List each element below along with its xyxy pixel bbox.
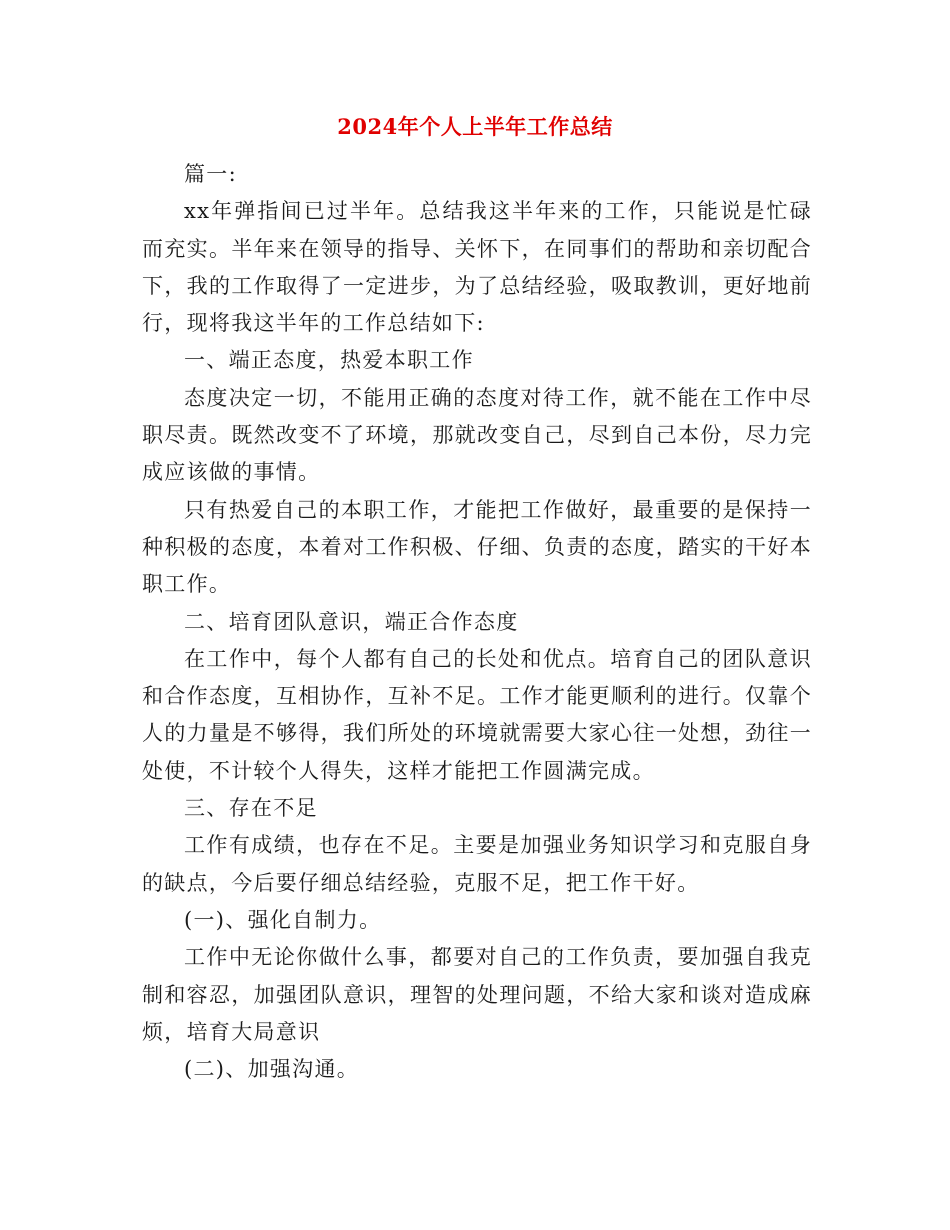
heading-teamwork: 二、培育团队意识，端正合作态度 [184, 609, 519, 634]
paragraph-love-work: 只有热爱自己的本职工作，才能把工作做好，最重要的是保持一种积极的态度，本着对工作积极、仔细、负责的态度，踏实的干好本职工作。 [142, 497, 812, 597]
section-label: 篇一: [184, 162, 237, 186]
document-body [142, 156, 812, 1088]
paragraph-shortcomings: 工作有成绩，也存在不足。主要是加强业务知识学习和克服自身的缺点，今后要仔细总结经验，克服不足，把工作干好。 [142, 833, 812, 895]
paragraph-self-control: 工作中无论你做什么事，都要对自己的工作负责，要加强自我克制和容忍，加强团队意识，理智的处理问题，不给大家和谈对造成麻烦，培育大局意识 [142, 945, 812, 1044]
document-title: 2024年个人上半年工作总结 [337, 114, 613, 139]
heading-shortcomings: 三、存在不足 [184, 796, 318, 821]
subheading-self-control: (一)、强化自制力。 [184, 907, 382, 932]
paragraph-attitude: 态度决定一切，不能用正确的态度对待工作，就不能在工作中尽职尽责。既然改变不了环境，那就改变自己，尽到自己本份，尽力完成应该做的事情。 [142, 385, 812, 485]
subheading-communication: (二)、加强沟通。 [184, 1057, 360, 1082]
heading-attitude: 一、端正态度，热爱本职工作 [184, 348, 474, 373]
intro-paragraph: xx年弹指间已过半年。总结我这半年来的工作，只能说是忙碌而充实。半年来在领导的指导、关怀下，在同事们的帮助和亲切配合下，我的工作取得了一定进步，为了总结经验，吸取教训，更好地前行，现将我这半年的工作总结如下: [142, 199, 812, 336]
paragraph-teamwork: 在工作中，每个人都有自己的长处和优点。培育自己的团队意识和合作态度，互相协作，互补不足。工作才能更顺利的进行。仅靠个人的力量是不够得，我们所处的环境就需要大家心往一处想，劲往一处使，不计较个人得失，这样才能把工作圆满完成。 [142, 646, 812, 783]
